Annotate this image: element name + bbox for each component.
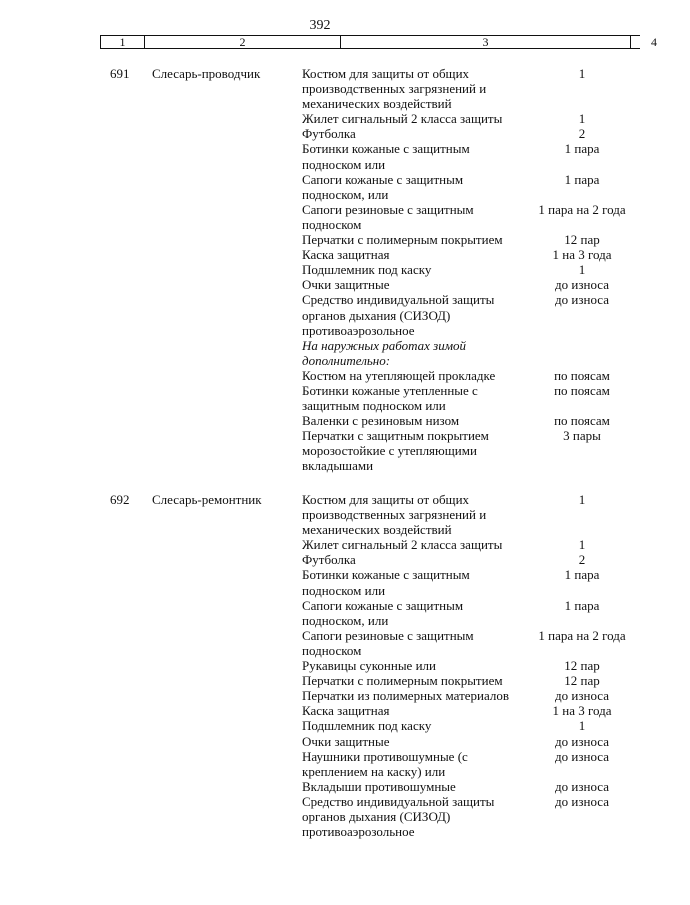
equipment-name-line: Перчатки с полимерным покрытием xyxy=(302,673,503,689)
equipment-item xyxy=(302,338,640,368)
equipment-item xyxy=(302,232,640,247)
equipment-item xyxy=(302,628,640,658)
equipment-item xyxy=(302,247,640,262)
equipment-name-line: Перчатки с полимерным покрытием xyxy=(302,232,503,248)
issue-norm: 2 xyxy=(578,552,586,568)
equipment-name-line: вкладышами xyxy=(302,458,374,474)
section-note xyxy=(302,338,524,368)
equipment-name-line: подноском или xyxy=(302,156,386,172)
equipment-name-line: Перчатки с защитным покрытием xyxy=(302,428,489,444)
equipment-item xyxy=(302,126,640,141)
equipment-name-line: Футболка xyxy=(302,552,356,568)
equipment-name xyxy=(302,673,524,688)
equipment-name-line: морозостойкие с утепляющими xyxy=(302,443,477,459)
issue-norm: 1 пара xyxy=(564,141,600,157)
equipment-item xyxy=(302,673,640,688)
issue-norm: до износа xyxy=(555,688,609,704)
equipment-item xyxy=(302,703,640,718)
equipment-name-line: Жилет сигнальный 2 класса защиты xyxy=(302,537,503,553)
equipment-name xyxy=(302,126,524,141)
equipment-name-line: защитным подноском или xyxy=(302,398,446,414)
equipment-item xyxy=(302,111,640,126)
equipment-item xyxy=(302,734,640,749)
issue-norm: до износа xyxy=(555,748,609,764)
equipment-item xyxy=(302,141,640,171)
equipment-item xyxy=(302,492,640,537)
equipment-name-line: Каска защитная xyxy=(302,703,390,719)
equipment-name xyxy=(302,232,524,247)
equipment-name-line: Очки защитные xyxy=(302,277,390,293)
issue-norm: 1 на 3 года xyxy=(552,247,612,263)
equipment-name xyxy=(302,413,524,428)
equipment-item xyxy=(302,794,640,839)
issue-norm: 1 пара на 2 года xyxy=(538,201,626,217)
equipment-name xyxy=(302,794,524,839)
equipment-name-line: Ботинки кожаные с защитным xyxy=(302,141,470,157)
equipment-name-line: Сапоги резиновые с защитным xyxy=(302,201,474,217)
equipment-name-line: подноском или xyxy=(302,582,386,598)
equipment-name xyxy=(302,141,524,171)
equipment-name xyxy=(302,688,524,703)
equipment-item xyxy=(302,292,640,337)
issue-norm: по поясам xyxy=(554,413,610,429)
column-header-2: 2 xyxy=(144,36,340,49)
equipment-name-line: подноском xyxy=(302,642,362,658)
equipment-name-line: производственных загрязнений и xyxy=(302,507,487,523)
equipment-name-line: противоаэрозольное xyxy=(302,322,415,338)
equipment-name xyxy=(302,749,524,779)
equipment-name-line: органов дыхания (СИЗОД) xyxy=(302,808,451,824)
equipment-name-line: Вкладыши противошумные xyxy=(302,778,456,794)
equipment-name-line: Наушники противошумные (с xyxy=(302,748,468,764)
profession-name: Слесарь-ремонтник xyxy=(152,492,262,507)
equipment-item xyxy=(302,277,640,292)
equipment-name-line: Футболка xyxy=(302,126,356,142)
equipment-name xyxy=(302,428,524,473)
equipment-list xyxy=(302,66,640,474)
column-header-3: 3 xyxy=(340,36,630,49)
equipment-name xyxy=(302,552,524,567)
issue-norm: до износа xyxy=(555,733,609,749)
equipment-name-line: Сапоги кожаные с защитным xyxy=(302,597,464,613)
issue-norm: 1 xyxy=(578,111,586,127)
equipment-name-line: Костюм для защиты от общих xyxy=(302,492,470,507)
issue-norm: 12 пар xyxy=(564,658,600,674)
issue-norm: 1 пара xyxy=(564,171,600,187)
issue-norm: 2 xyxy=(578,126,586,142)
issue-norm: 1 пара на 2 года xyxy=(538,627,626,643)
equipment-name-line: Перчатки из полимерных материалов xyxy=(302,688,510,704)
equipment-name-line: производственных загрязнений и xyxy=(302,81,487,97)
equipment-item xyxy=(302,262,640,277)
issue-norm: по поясам xyxy=(554,367,610,383)
equipment-name xyxy=(302,779,524,794)
equipment-name xyxy=(302,172,524,202)
equipment-name-line: Каска защитная xyxy=(302,247,390,263)
table-header-row xyxy=(100,35,657,49)
issue-norm: до износа xyxy=(555,793,609,809)
equipment-name xyxy=(302,292,524,337)
equipment-item xyxy=(302,779,640,794)
equipment-name xyxy=(302,567,524,597)
issue-norm: 1 пара xyxy=(564,597,600,613)
equipment-name-line: Костюм для защиты от общих xyxy=(302,66,470,81)
equipment-item xyxy=(302,368,640,383)
equipment-item xyxy=(302,567,640,597)
equipment-name-line: механических воздействий xyxy=(302,96,452,112)
equipment-name-line: противоаэрозольное xyxy=(302,824,415,840)
equipment-name xyxy=(302,202,524,232)
column-header-1: 1 xyxy=(100,36,144,49)
equipment-name-line: Валенки с резиновым низом xyxy=(302,413,460,429)
equipment-item xyxy=(302,688,640,703)
equipment-name-line: Костюм на утепляющей прокладке xyxy=(302,367,496,383)
issue-norm: до износа xyxy=(555,277,609,293)
equipment-name-line: Подшлемник под каску xyxy=(302,262,432,278)
issue-norm: 1 пара xyxy=(564,567,600,583)
equipment-name-line: креплением на каску) или xyxy=(302,763,446,779)
issue-norm: до износа xyxy=(555,778,609,794)
issue-norm: 12 пар xyxy=(564,673,600,689)
equipment-item xyxy=(302,537,640,552)
equipment-item xyxy=(302,552,640,567)
equipment-item xyxy=(302,202,640,232)
equipment-name-line: Очки защитные xyxy=(302,733,390,749)
equipment-name-line: органов дыхания (СИЗОД) xyxy=(302,307,451,323)
equipment-name-line: Средство индивидуальной защиты xyxy=(302,292,495,308)
equipment-item xyxy=(302,598,640,628)
issue-norm: 1 xyxy=(578,718,586,734)
equipment-name xyxy=(302,734,524,749)
equipment-item xyxy=(302,172,640,202)
equipment-item xyxy=(302,66,640,111)
profession-name: Слесарь-проводчик xyxy=(152,66,261,81)
equipment-name-line: Средство индивидуальной защиты xyxy=(302,793,495,809)
equipment-name xyxy=(302,703,524,718)
issue-norm: по поясам xyxy=(554,382,610,398)
equipment-name xyxy=(302,492,524,537)
equipment-name-line: дополнительно: xyxy=(302,352,391,368)
equipment-item xyxy=(302,718,640,733)
equipment-name-line: Ботинки кожаные утепленные с xyxy=(302,382,478,398)
issue-norm: 12 пар xyxy=(564,232,600,248)
column-header-4: 4 xyxy=(630,36,690,49)
equipment-item xyxy=(302,428,640,473)
equipment-name-line: Сапоги кожаные с защитным xyxy=(302,171,464,187)
equipment-name xyxy=(302,658,524,673)
equipment-name xyxy=(302,277,524,292)
issue-norm: 1 xyxy=(578,262,586,278)
equipment-name xyxy=(302,247,524,262)
equipment-name xyxy=(302,368,524,383)
issue-norm: 1 на 3 года xyxy=(552,703,612,719)
equipment-list xyxy=(302,492,640,839)
equipment-name-line: Сапоги резиновые с защитным xyxy=(302,627,474,643)
equipment-item xyxy=(302,413,640,428)
page-number: 392 xyxy=(309,18,331,33)
equipment-name xyxy=(302,537,524,552)
equipment-name xyxy=(302,718,524,733)
issue-norm: 1 xyxy=(578,537,586,553)
equipment-item xyxy=(302,658,640,673)
equipment-name xyxy=(302,598,524,628)
entry-number: 692 xyxy=(110,492,130,507)
equipment-name xyxy=(302,111,524,126)
entry-number: 691 xyxy=(110,66,130,81)
equipment-name-line: Жилет сигнальный 2 класса защиты xyxy=(302,111,503,127)
equipment-name-line: Подшлемник под каску xyxy=(302,718,432,734)
issue-norm: 3 пары xyxy=(563,428,601,444)
equipment-name-line: Ботинки кожаные с защитным xyxy=(302,567,470,583)
equipment-name-line: На наружных работах зимой xyxy=(302,337,467,353)
equipment-name xyxy=(302,628,524,658)
equipment-name-line: подноском xyxy=(302,216,362,232)
equipment-name-line: механических воздействий xyxy=(302,522,452,538)
equipment-name xyxy=(302,262,524,277)
equipment-name xyxy=(302,66,524,111)
equipment-item xyxy=(302,383,640,413)
issue-norm: до износа xyxy=(555,292,609,308)
equipment-name xyxy=(302,383,524,413)
equipment-name-line: подноском, или xyxy=(302,186,389,202)
equipment-name-line: подноском, или xyxy=(302,612,389,628)
equipment-name-line: Рукавицы суконные или xyxy=(302,658,436,674)
issue-norm: 1 xyxy=(578,66,586,81)
issue-norm: 1 xyxy=(578,492,586,507)
equipment-item xyxy=(302,749,640,779)
